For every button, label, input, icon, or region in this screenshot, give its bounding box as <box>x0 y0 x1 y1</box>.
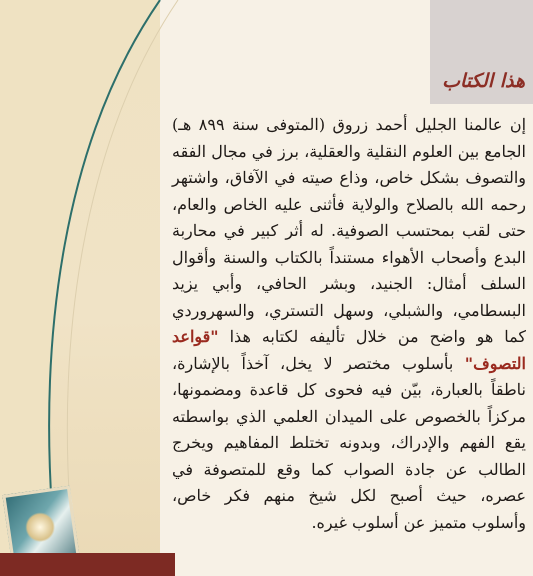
bottom-ribbon <box>0 553 175 576</box>
label-box <box>430 0 533 104</box>
section-label: هذا الكتاب <box>442 70 525 92</box>
rest-text: بأسلوب مختصر لا يخل، آخذاً بالإشارة، ناطقاً بالعبارة، بيّن فيه فحوى كل قاعدة ومضمونها، مركزاً بالخصوص على الميدان العلمي الذي بواسطته يقع الفهم والإدراك، وبدونه تختلط المفاهيم ويخرج الطالب عن جادة الصواب كما وقع للمتصوفة في عصره، حيث أصبح لكل شيخ منهم فكر خاص، وأسلوب متميز عن أسلوب غيره. <box>172 353 526 532</box>
description-paragraph <box>172 112 526 536</box>
book-title: "قواعد التصوف" <box>172 327 526 373</box>
description-text <box>172 112 526 536</box>
intro-text: إن عالمنا الجليل أحمد زروق (المتوفى سنة ٨٩٩ هـ) الجامع بين العلوم النقلية والعقلية، برز في مجال الفقه والتصوف بشكل خاص، وذاع صيته في الآفاق، واشتهر رحمه الله بالصلاح والولاية فأثنى عليه الخاص والعام، حتى لقب بمحتسب الصوفية. له أثر كبير في محاربة البدع وأصحاب الأهواء مستنداً بالكتاب والسنة وأقوال السلف أمثال: الجنيد، وبشر الحافي، وأبي يزيد البسطامي، والشبلي، وسهل التستري، والسهروردي كما هو واضح من خلال تأليفه لكتابه هذا <box>172 115 527 346</box>
